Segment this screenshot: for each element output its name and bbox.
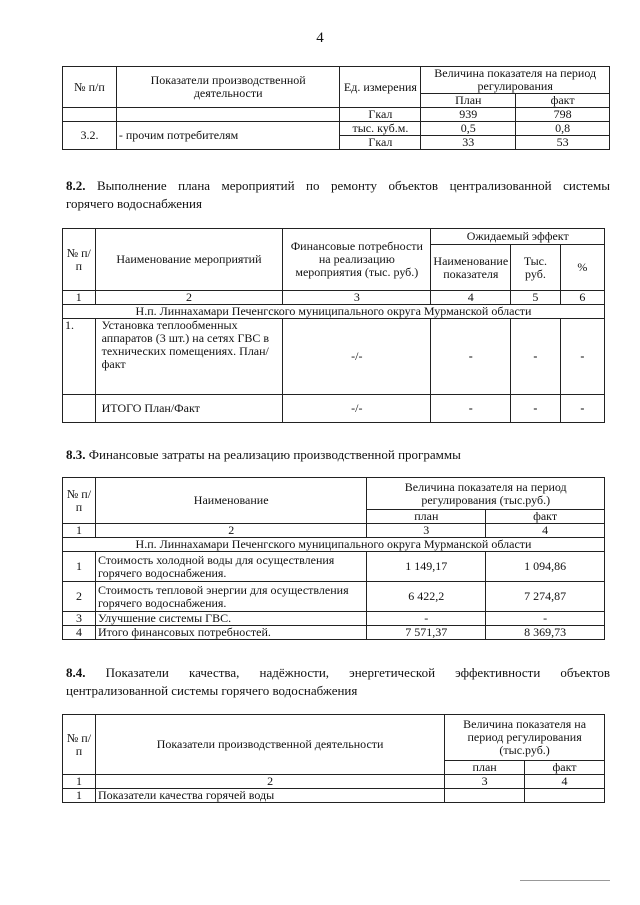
plan-cell: 6 422,2 — [367, 582, 486, 612]
region-row: Н.п. Линнахамари Печенгского муниципального округа Мурманской области — [63, 305, 605, 319]
col-num: 4 — [431, 291, 511, 305]
header-fact: факт — [516, 94, 610, 108]
quality-indicators-table — [62, 714, 605, 803]
header-plan: План — [421, 94, 516, 108]
col-num: 1 — [63, 291, 96, 305]
header-indicator: Показатели производственной деятельности — [116, 67, 340, 108]
table-row — [63, 122, 610, 136]
header-thousand-rub: Тыс. руб. — [511, 245, 560, 291]
effect-thousand-cell: - — [511, 319, 560, 395]
fact-cell: 53 — [516, 136, 610, 150]
row-num: 3 — [63, 612, 96, 626]
table-row — [63, 626, 605, 640]
unit-cell: Гкал — [340, 136, 421, 150]
section-8-4-heading — [66, 664, 610, 700]
col-num: 2 — [95, 291, 283, 305]
header-value: Величина показателя на период регулирования — [421, 67, 610, 94]
plan-cell: 33 — [421, 136, 516, 150]
effect-thousand-cell: - — [511, 395, 560, 423]
header-plan: план — [445, 761, 525, 775]
header-indicator: Показатели производственной деятельности — [95, 715, 444, 775]
col-num: 1 — [63, 524, 96, 538]
unit-cell: тыс. куб.м. — [340, 122, 421, 136]
column-numbers-row — [63, 291, 605, 305]
header-num: № п/п — [63, 67, 117, 108]
table-row — [63, 552, 605, 582]
fact-cell: 0,8 — [516, 122, 610, 136]
row-name: Показатели качества горячей воды — [95, 789, 444, 803]
table-row — [63, 319, 605, 395]
header-percent: % — [560, 245, 604, 291]
col-num: 2 — [95, 775, 444, 789]
plan-cell: - — [367, 612, 486, 626]
heading-text: Показатели качества, надёжности, энергетической эффективности объектов — [105, 665, 610, 680]
finance-cell: -/- — [283, 319, 431, 395]
row-name: Стоимость холодной воды для осуществления горячего водоснабжения. — [95, 552, 366, 582]
header-value: Величина показателя на период регулирования (тыс.руб.) — [367, 478, 605, 510]
effect-name-cell: - — [431, 395, 511, 423]
header-num: № п/п — [63, 229, 96, 291]
header-effect: Ожидаемый эффект — [431, 229, 605, 245]
section-number: 8.4. — [66, 665, 86, 680]
financial-costs-table — [62, 477, 605, 640]
region-row: Н.п. Линнахамари Печенгского муниципального округа Мурманской области — [63, 538, 605, 552]
table-row — [63, 582, 605, 612]
col-num: 3 — [445, 775, 525, 789]
row-num: 1. — [63, 319, 96, 395]
fact-cell: - — [486, 612, 605, 626]
fact-cell: 8 369,73 — [486, 626, 605, 640]
row-num: 1 — [63, 552, 96, 582]
fact-cell: 7 274,87 — [486, 582, 605, 612]
col-num: 4 — [525, 775, 605, 789]
header-plan: план — [367, 510, 486, 524]
header-value: Величина показателя на период регулирования (тыс.руб.) — [445, 715, 605, 761]
row-name: Стоимость тепловой энергии для осуществления горячего водоснабжения. — [95, 582, 366, 612]
col-num: 3 — [367, 524, 486, 538]
plan-cell: 1 149,17 — [367, 552, 486, 582]
header-indicator-name: Наименование показателя — [431, 245, 511, 291]
heading-text: Финансовые затраты на реализацию производственной программы — [88, 447, 461, 462]
plan-cell: 7 571,37 — [367, 626, 486, 640]
repair-measures-table — [62, 228, 605, 423]
column-numbers-row — [63, 524, 605, 538]
unit-cell: Гкал — [340, 108, 421, 122]
plan-cell: 0,5 — [421, 122, 516, 136]
section-8-2-heading — [66, 177, 610, 213]
col-num: 5 — [511, 291, 560, 305]
col-num: 6 — [560, 291, 604, 305]
table-row — [63, 108, 610, 122]
row-num: 4 — [63, 626, 96, 640]
header-name: Наименование мероприятий — [95, 229, 283, 291]
header-finance: Финансовые потребности на реализацию мероприятия (тыс. руб.) — [283, 229, 431, 291]
row-name: - прочим потребителям — [116, 122, 340, 150]
fact-cell: 798 — [516, 108, 610, 122]
header-name: Наименование — [95, 478, 366, 524]
header-num: № п/п — [63, 478, 96, 524]
section-number: 8.3. — [66, 447, 86, 462]
table-row — [63, 612, 605, 626]
plan-cell: 939 — [421, 108, 516, 122]
header-unit: Ед. измерения — [340, 67, 421, 108]
effect-percent-cell: - — [560, 395, 604, 423]
row-name: Улучшение системы ГВС. — [95, 612, 366, 626]
col-num: 2 — [95, 524, 366, 538]
section-number: 8.2. — [66, 178, 86, 193]
effect-percent-cell: - — [560, 319, 604, 395]
row-name: Итого финансовых потребностей. — [95, 626, 366, 640]
total-name: ИТОГО План/Факт — [95, 395, 283, 423]
production-indicators-table — [62, 66, 610, 150]
row-num: 2 — [63, 582, 96, 612]
effect-name-cell: - — [431, 319, 511, 395]
row-num: 1 — [63, 789, 96, 803]
finance-cell: -/- — [283, 395, 431, 423]
col-num: 3 — [283, 291, 431, 305]
row-num: 3.2. — [63, 122, 117, 150]
col-num: 4 — [486, 524, 605, 538]
header-fact: факт — [486, 510, 605, 524]
heading-text: горячего водоснабжения — [66, 196, 202, 211]
table-row — [63, 789, 605, 803]
fact-cell: 1 094,86 — [486, 552, 605, 582]
heading-text: централизованной системы горячего водоснабжения — [66, 683, 358, 698]
total-row — [63, 395, 605, 423]
header-fact: факт — [525, 761, 605, 775]
header-num: № п/п — [63, 715, 96, 775]
footer-divider — [520, 880, 610, 881]
page-number: 4 — [316, 30, 324, 46]
column-numbers-row — [63, 775, 605, 789]
heading-text: Выполнение плана мероприятий по ремонту объектов централизованной системы — [97, 178, 610, 193]
row-name: Установка теплообменных аппаратов (3 шт.) на сетях ГВС в технических помещениях. План/факт — [95, 319, 283, 395]
section-8-3-heading — [66, 446, 610, 464]
col-num: 1 — [63, 775, 96, 789]
